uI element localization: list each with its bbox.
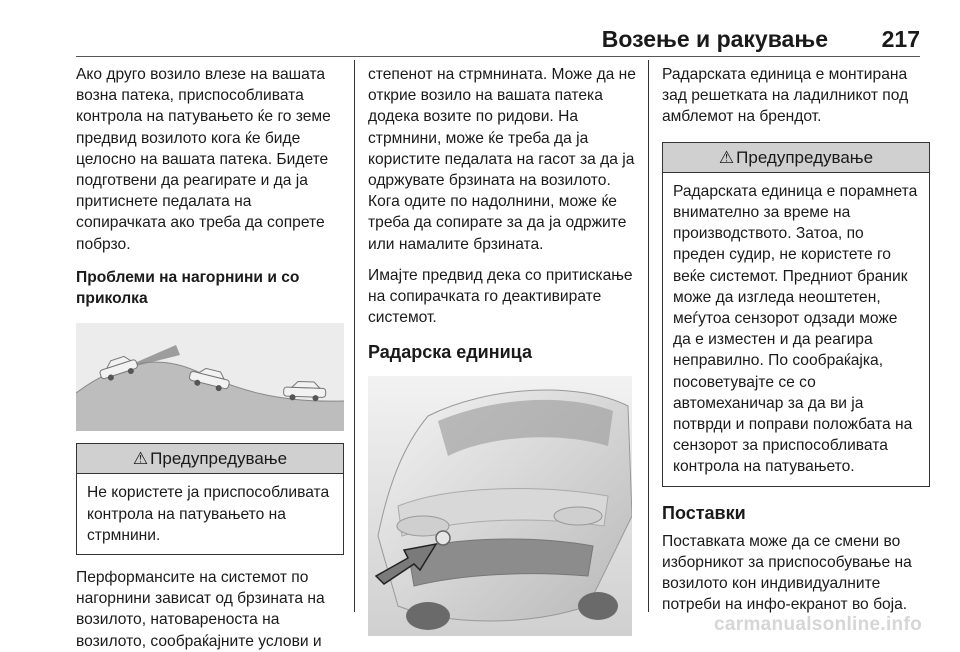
paragraph: Радарската единица е монтирана зад решетката на ладилникот под амблемот на брендот. <box>662 66 909 126</box>
warning-header <box>663 143 929 173</box>
page-header <box>0 22 920 56</box>
watermark: carmanualsonline.info <box>714 614 922 635</box>
warning-text: Не користете ја приспособливата контрола на патувањето на стрмнини. <box>87 484 330 544</box>
column-middle <box>368 64 638 636</box>
section-heading: Поставки <box>662 502 746 523</box>
column-divider <box>648 60 649 612</box>
paragraph: степенот на стрмнината. Може да не открие возило на вашата патека додека возите по ридови. На стрмнини, може ќе треба да ја користите педалата на гасот за да ја одржувате брзината на возилото. Кога одите по надолнини, може ќе треба да сопирате за да ја одржите или намалите брзината. <box>368 66 636 253</box>
warning-title: Предупредување <box>736 147 874 167</box>
chapter-title: Возење и ракување <box>601 26 828 52</box>
subheading: Проблеми на нагорнини и со приколка <box>76 268 300 308</box>
column-divider <box>354 60 355 612</box>
car-front-photo <box>368 376 632 636</box>
warning-text: Радарската единица е порамнета внимателно за време на производството. Затоа, по преден судир, не користете го веќе системот. Предниот браник може да изгледа неоштетен, меѓутоа сензорот одзади може да е изместен и да реагира неправилно. По сообраќајка, посоветувајте се со автомеханичар за да ви ја потврди и поправи положбата на сензорот за приспособливата контрола на патувањето. <box>673 182 918 476</box>
column-left <box>76 64 344 652</box>
hill-illustration <box>76 323 344 431</box>
paragraph: Ако друго возило влезе на вашата возна патека, приспособливата контрола на патувањето ќе го земе предвид возилото кога ќе биде целосно на вашата патека. Бидете подготвени да реагирате и да ја притиснете педалата на сопирачката ако треба да сопрете побрзо. <box>76 66 331 253</box>
section-heading: Радарска единица <box>368 342 532 363</box>
warning-box <box>76 443 344 555</box>
paragraph: Имајте предвид дека со притискање на сопирачката го деактивирате системот. <box>368 266 633 327</box>
car-front-drawing <box>368 376 632 636</box>
warning-title: Предупредување <box>150 449 288 469</box>
column-right <box>662 64 930 615</box>
warning-triangle-icon: ⚠ <box>132 449 149 469</box>
paragraph: Поставката може да се смени во изборникот за приспособување на возилото кон индивидуалните потреби на инфо-екранот во боја. <box>662 532 912 614</box>
warning-header <box>77 444 343 474</box>
hill-cars-drawing <box>76 323 344 431</box>
page-number: 217 <box>881 26 920 52</box>
warning-box <box>662 142 930 487</box>
warning-triangle-icon: ⚠ <box>718 147 735 167</box>
header-rule <box>76 56 920 57</box>
paragraph: Перформансите на системот по нагорнини зависат од брзината на возилото, натовареноста на возилото, сообраќајните услови и <box>76 569 325 650</box>
